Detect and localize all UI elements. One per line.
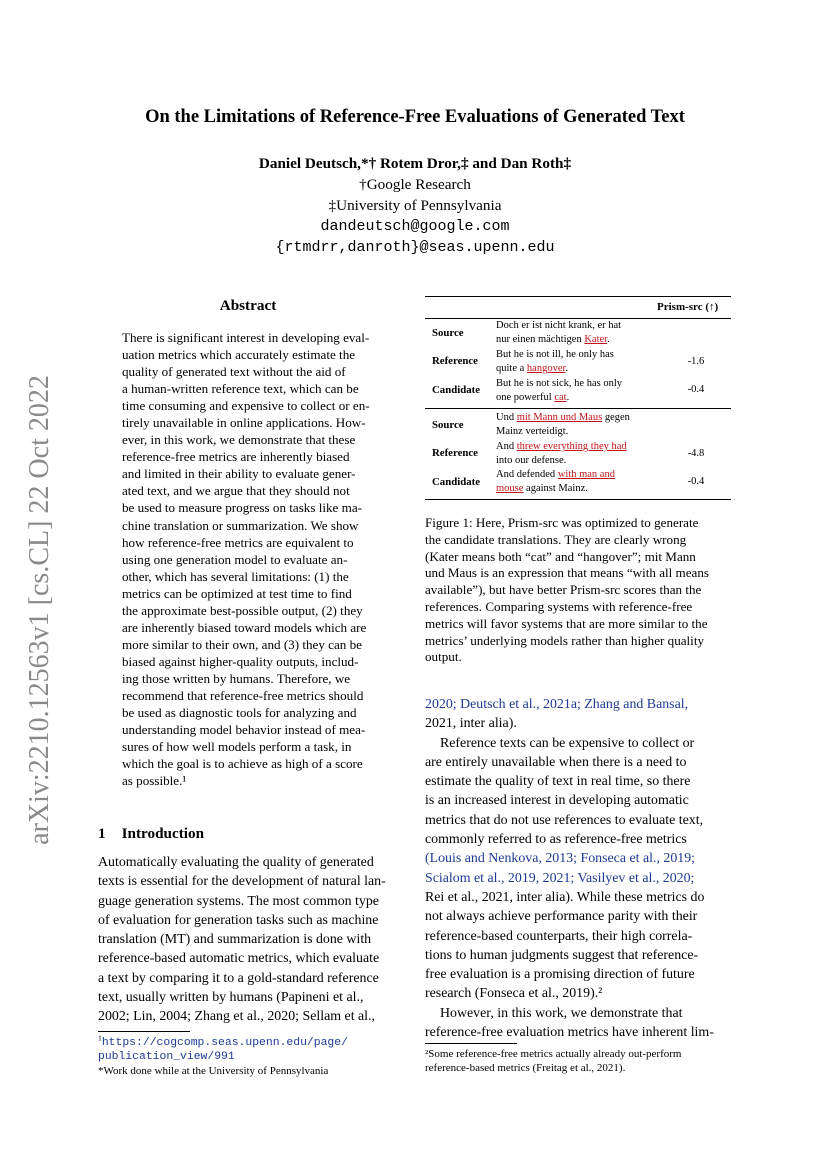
candidate-line <box>496 468 656 482</box>
abstract-line: and limited in their ability to evaluate gener- <box>122 466 356 482</box>
candidate-fragment: against Mainz. <box>523 483 588 495</box>
figure-1-table <box>425 296 731 501</box>
abstract-line: tirely unavailable in online applications. How- <box>122 415 366 431</box>
body-line: are entirely unavailable when there is a need to <box>425 754 687 770</box>
caption-line: available”), but have better Prism-src scores than the <box>425 582 702 598</box>
right-column-text <box>425 695 731 1042</box>
reference-line: into our defense. <box>496 455 567 467</box>
row-label-reference: Reference <box>432 447 478 459</box>
abstract-line: understanding model behavior instead of mea- <box>122 722 366 738</box>
footnote-url-line[interactable]: https://cogcomp.seas.upenn.edu/page/ <box>101 1037 348 1049</box>
paper-title: On the Limitations of Reference-Free Evaluations of Generated Text <box>145 107 685 127</box>
intro-line: Automatically evaluating the quality of generated <box>98 855 374 870</box>
body-line: Reference texts can be expensive to collect or <box>440 735 695 751</box>
arxiv-side-stamp <box>20 370 60 850</box>
section-heading-introduction <box>98 825 204 843</box>
body-line: estimate the quality of text in real time, so there <box>425 774 691 790</box>
section-number: 1 <box>98 825 106 842</box>
candidate-score: -0.4 <box>687 384 705 395</box>
candidate-text <box>496 377 656 406</box>
abstract-heading: Abstract <box>219 297 277 314</box>
abstract-line: ever, in this work, we demonstrate that these <box>122 432 356 448</box>
reference-line: quite a hangover. <box>496 363 569 375</box>
caption-line: Figure 1: Here, Prism-src was optimized to generate <box>425 515 699 530</box>
author-block <box>90 153 740 258</box>
abstract-line: the approximate best-possible output, (2) they <box>122 602 363 618</box>
source-highlight: Kater <box>584 334 608 346</box>
source-fragment: nur einen mächtigen <box>496 334 585 346</box>
reference-line <box>496 440 656 454</box>
abstract-line: There is significant interest in developing eval- <box>122 330 370 345</box>
table-example-divider <box>425 408 731 409</box>
reference-highlight: threw everything they had <box>516 441 627 452</box>
footnote-divider <box>425 1043 517 1044</box>
body-line: reference-free evaluation metrics have inherent lim- <box>425 1025 714 1041</box>
source-text <box>496 319 656 348</box>
abstract-line: chine translation or summarization. We show <box>122 517 359 533</box>
reference-highlight: hangover <box>526 363 566 375</box>
caption-line: metrics’ underlying models rather than higher quality <box>425 632 705 648</box>
abstract-line: ated text, and we argue that they should not <box>122 483 350 499</box>
footnote-line: reference-based metrics (Freitag et al., 2021). <box>425 1062 626 1074</box>
body-line: metrics that do not use references to evaluate text, <box>425 812 704 828</box>
email-primary[interactable]: dandeutsch@google.com <box>320 218 510 235</box>
abstract-line: using one generation model to evaluate an- <box>122 551 348 567</box>
abstract-line: quality of generated text without the aid of <box>122 364 346 380</box>
source-fragment: Und <box>496 412 517 423</box>
source-line: Mainz verteidigt. <box>496 426 569 438</box>
intro-line: text, usually written by humans (Papineni et al., <box>98 990 364 1006</box>
candidate-highlight: with man and <box>557 469 615 480</box>
caption-line: references. Comparing systems with reference-free <box>425 598 693 614</box>
reference-text <box>496 440 656 469</box>
abstract-line: more similar to their own, and (3) they can be <box>122 636 362 652</box>
candidate-line <box>496 482 656 496</box>
body-line: free evaluation is a promising direction of future <box>425 967 695 983</box>
abstract-line: sures of how well models perform a task, in <box>122 739 352 755</box>
abstract-line: reference-free metrics are inherently biased <box>122 449 350 465</box>
source-line: Doch er ist nicht krank, er hat <box>496 320 622 331</box>
abstract-line: as possible.¹ <box>122 773 187 789</box>
author-names: Daniel Deutsch,*† Rotem Dror,‡ and Dan Roth‡ <box>258 155 572 172</box>
abstract-line: a human-written reference text, which can be <box>122 381 359 397</box>
body-line: 2021, inter alia). <box>425 716 517 732</box>
footnote-divider <box>98 1031 190 1032</box>
abstract-line: recommend that reference-free metrics should <box>122 687 364 703</box>
abstract-line: ing those written by humans. Therefore, we <box>122 670 351 686</box>
footnote-1[interactable] <box>98 1035 408 1050</box>
body-line: is an increased interest in developing automatic <box>425 793 689 809</box>
intro-line: of evaluation for generation tasks such as machine <box>98 912 379 928</box>
abstract-line: be used to measure progress on tasks like ma- <box>122 500 362 516</box>
body-line: Rei et al., 2021, inter alia). While these metrics do <box>425 889 705 905</box>
caption-line: und Maus is an expression that means “with all means <box>425 565 710 581</box>
footnote-url-line[interactable]: publication_view/991 <box>98 1051 235 1063</box>
row-label-source: Source <box>432 327 464 339</box>
abstract-text <box>122 329 378 789</box>
intro-line: 2002; Lin, 2004; Zhang et al., 2020; Sellam et al., <box>98 1009 375 1025</box>
table-bottom-rule <box>425 499 731 500</box>
reference-fragment: quite a <box>496 363 527 375</box>
caption-line: the candidate translations. They are clearly wrong <box>425 531 687 547</box>
affiliation-upenn: ‡University of Pennsylvania <box>328 197 502 214</box>
abstract-line: uation metrics which accurately estimate the <box>122 347 356 363</box>
footnote-2 <box>425 1047 735 1075</box>
intro-line: texts is essential for the development of natural lan- <box>98 874 386 890</box>
candidate-score: -0.4 <box>687 476 705 487</box>
section-title: Introduction <box>121 825 205 842</box>
body-line: commonly referred to as reference-free metrics <box>425 832 687 848</box>
source-line: nur einen mächtigen Kater. <box>496 334 610 346</box>
intro-line: guage generation systems. The most common type <box>98 893 379 909</box>
abstract-line: which the goal is to achieve as high of a score <box>122 756 363 772</box>
candidate-highlight: cat <box>554 392 567 404</box>
source-highlight: mit Mann und Maus <box>516 412 603 423</box>
abstract-line: be used as diagnostic tools for analyzing and <box>122 705 357 721</box>
email-secondary[interactable]: {rtmdrr,danroth}@seas.upenn.edu <box>275 239 555 256</box>
body-line: However, in this work, we demonstrate that <box>440 1005 683 1021</box>
intro-line: a text by comparing it to a gold-standard reference <box>98 970 379 986</box>
footnote-line: ²Some reference-free metrics actually already out-perform <box>425 1048 682 1060</box>
intro-line: reference-based automatic metrics, which evaluate <box>98 951 380 967</box>
row-label-candidate: Candidate <box>432 384 480 396</box>
intro-line: translation (MT) and summarization is done with <box>98 932 372 948</box>
abstract-line: other, which has several limitations: (1) the <box>122 568 349 584</box>
source-line <box>496 411 656 425</box>
table-header-score: Prism-src (↑) <box>657 301 719 313</box>
abstract-line: how reference-free metrics are equivalent to <box>122 534 354 550</box>
candidate-fragment: And defended <box>496 469 558 480</box>
candidate-fragment: one powerful <box>496 392 555 404</box>
body-line: tions to human judgments suggest that reference- <box>425 947 699 963</box>
abstract-line: biased against higher-quality outputs, includ- <box>122 653 359 669</box>
candidate-highlight: mouse <box>496 483 524 495</box>
footnote-mark: 1 <box>98 1033 102 1043</box>
body-line[interactable]: 2020; Deutsch et al., 2021a; Zhang and Bansal, <box>425 697 689 712</box>
footnote-star: *Work done while at the University of Pennsylvania <box>98 1065 329 1077</box>
source-fragment: gegen <box>602 412 630 423</box>
body-line: reference-based counterparts, their high correla- <box>425 928 693 944</box>
figure-1-caption <box>425 515 731 666</box>
introduction-text <box>98 853 404 1027</box>
caption-line: metrics will favor systems that are more similar to the <box>425 615 708 631</box>
affiliation-google: †Google Research <box>359 176 471 193</box>
body-line: not always achieve performance parity with their <box>425 909 698 925</box>
caption-line: output. <box>425 649 462 665</box>
table-top-rule <box>425 296 731 297</box>
body-line: research (Fonseca et al., 2019).² <box>425 986 603 1002</box>
row-label-source: Source <box>432 419 464 431</box>
source-text <box>496 411 656 440</box>
candidate-text <box>496 468 656 497</box>
body-line[interactable]: Scialom et al., 2019, 2021; Vasilyev et al., 2020; <box>425 870 695 886</box>
body-line[interactable]: (Louis and Nenkova, 2013; Fonseca et al., 2019; <box>425 851 696 867</box>
row-label-candidate: Candidate <box>432 476 480 488</box>
footnotes-left <box>98 1035 408 1078</box>
abstract-line: metrics can be optimized at test time to find <box>122 585 352 601</box>
candidate-line: one powerful cat. <box>496 392 570 404</box>
reference-text <box>496 348 656 377</box>
caption-line: (Kater means both “cat” and “hangover”; mit Mann <box>425 548 696 564</box>
abstract-line: time consuming and expensive to collect or en- <box>122 398 370 414</box>
candidate-line: But he is not sick, he has only <box>496 378 622 389</box>
reference-line: But he is not ill, he only has <box>496 349 614 360</box>
reference-score: -1.6 <box>687 356 705 367</box>
abstract-line: are inherently biased toward models which are <box>122 619 367 635</box>
row-label-reference: Reference <box>432 355 478 367</box>
reference-score: -4.8 <box>687 448 705 459</box>
reference-fragment: And <box>496 441 517 452</box>
arxiv-identifier: arXiv:2210.12563v1 [cs.CL] 22 Oct 2022 <box>24 375 55 845</box>
